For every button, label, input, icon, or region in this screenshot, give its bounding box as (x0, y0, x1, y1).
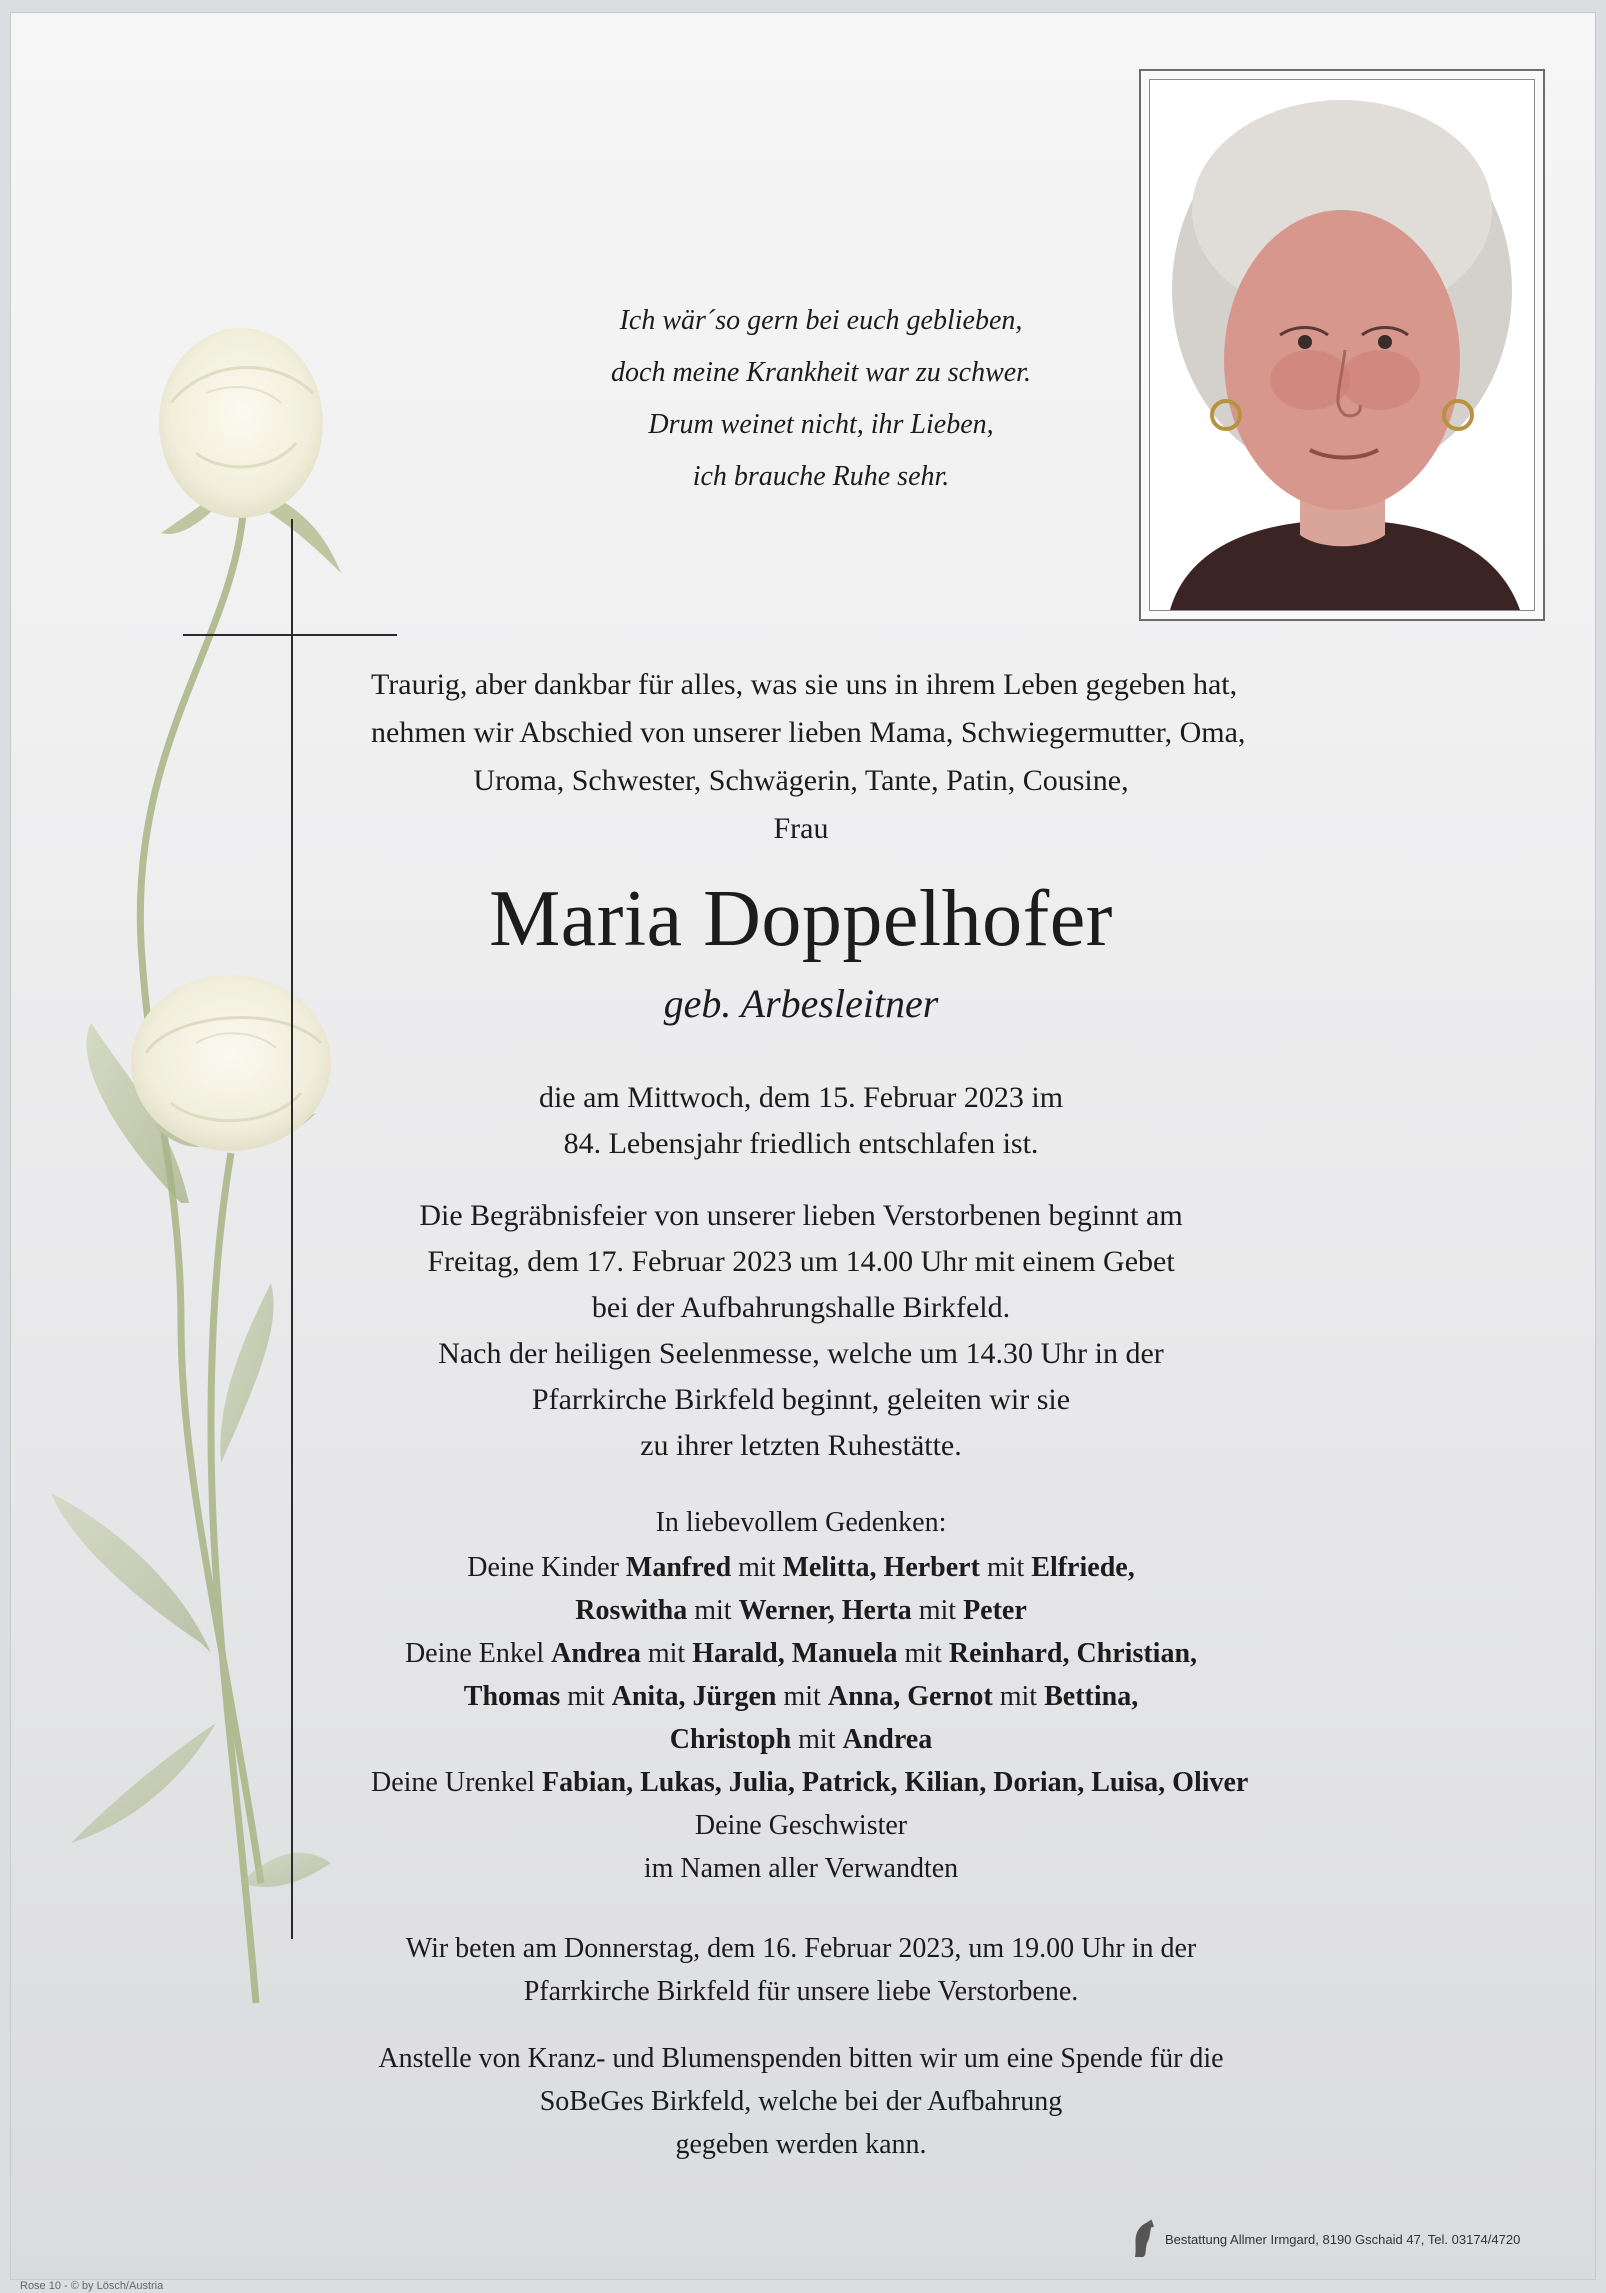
donation-line: gegeben werden kann. (675, 2129, 927, 2160)
funeral-line: Pfarrkirche Birkfeld beginnt, geleiten wir sie (531, 1383, 1071, 1416)
deceased-name: Maria Doppelhofer (489, 875, 1113, 963)
siblings-line: Deine Geschwister (694, 1810, 908, 1841)
intro-line: Uroma, Schwester, Schwägerin, Tante, Patin, Cousine, (473, 764, 1129, 797)
donation-line: Anstelle von Kranz- und Blumenspenden bitten wir um eine Spende für die (378, 2043, 1224, 2074)
undertaker-text: Bestattung Allmer Irmgard, 8190 Gschaid 47, Tel. 03174/4720 (1165, 2231, 1521, 2247)
great-grandchildren-line: Deine Urenkel Fabian, Lukas, Julia, Patrick, Kilian, Dorian, Luisa, Oliver (371, 1767, 1249, 1798)
rose-lower (131, 975, 331, 1151)
funeral-line: Die Begräbnisfeier von unserer lieben Verstorbenen beginnt am (419, 1199, 1183, 1232)
mourners-list (371, 1501, 1249, 1890)
funeral-line: bei der Aufbahrungshalle Birkfeld. (591, 1291, 1011, 1324)
poem-line: Ich wär´so gern bei euch geblieben, (619, 305, 1023, 336)
poem-line: ich brauche Ruhe sehr. (692, 461, 950, 492)
donation-line: SoBeGes Birkfeld, welche bei der Aufbahrung (539, 2086, 1063, 2117)
portrait-frame (1139, 69, 1545, 621)
undertaker-footer (1131, 2217, 1561, 2261)
relatives-line: im Namen aller Verwandten (643, 1853, 959, 1884)
prayer-line: Wir beten am Donnerstag, dem 16. Februar 2023, um 19.00 Uhr in der (405, 1933, 1197, 1964)
intro-line: nehmen wir Abschied von unserer lieben Mama, Schwiegermutter, Oma, (371, 716, 1246, 749)
obituary-sheet (10, 12, 1596, 2280)
undertaker-logo-icon (1131, 2219, 1157, 2259)
leaf (71, 1723, 216, 1843)
poem-line: Drum weinet nicht, ihr Lieben, (648, 409, 994, 440)
mourners-heading: In liebevollem Gedenken: (655, 1507, 947, 1538)
children-line-1: Deine Kinder Manfred mit Melitta, Herbert mit Elfriede, (467, 1552, 1135, 1583)
stem-upper (140, 513, 261, 1883)
children-line-2: Roswitha mit Werner, Herta mit Peter (575, 1595, 1027, 1626)
grandchildren-line-1: Deine Enkel Andrea mit Harald, Manuela mit Reinhard, Christian, (404, 1638, 1198, 1669)
intro-text (371, 661, 1246, 853)
grandchildren-line-2: Thomas mit Anita, Jürgen mit Anna, Gernot mit Bettina, (463, 1681, 1139, 1712)
funeral-line: Nach der heiligen Seelenmesse, welche um 14.30 Uhr in der (438, 1337, 1164, 1370)
donation-info (371, 2037, 1231, 2166)
portrait-photo (1149, 79, 1535, 611)
poem-line: doch meine Krankheit war zu schwer. (611, 357, 1031, 388)
rose-upper (159, 328, 323, 518)
funeral-line: zu ihrer letzten Ruhestätte. (640, 1429, 962, 1462)
maiden-name: geb. Arbesleitner (663, 981, 939, 1026)
funeral-line: Freitag, dem 17. Februar 2023 um 14.00 Uhr mit einem Gebet (427, 1245, 1175, 1278)
poem (481, 295, 1161, 503)
death-notice (371, 1075, 1231, 1167)
prayer-line: Pfarrkirche Birkfeld für unsere liebe Verstorbene. (523, 1976, 1079, 2007)
death-line: 84. Lebensjahr friedlich entschlafen ist. (563, 1127, 1039, 1160)
prayer-info (371, 1927, 1231, 2013)
cross-vertical-bar (291, 519, 293, 1939)
grandchildren-line-3: Christoph mit Andrea (669, 1724, 933, 1755)
funeral-info (371, 1193, 1231, 1469)
leaf (51, 1493, 211, 1653)
copyright-note: Rose 10 - © by Lösch/Austria (20, 2280, 164, 2292)
death-line: die am Mittwoch, dem 15. Februar 2023 im (538, 1081, 1064, 1114)
intro-line: Frau (773, 812, 829, 845)
cross-horizontal-bar (183, 634, 397, 636)
portrait-image (1150, 80, 1534, 610)
intro-line: Traurig, aber dankbar für alles, was sie uns in ihrem Leben gegeben hat, (371, 668, 1238, 701)
leaf (220, 1283, 273, 1463)
